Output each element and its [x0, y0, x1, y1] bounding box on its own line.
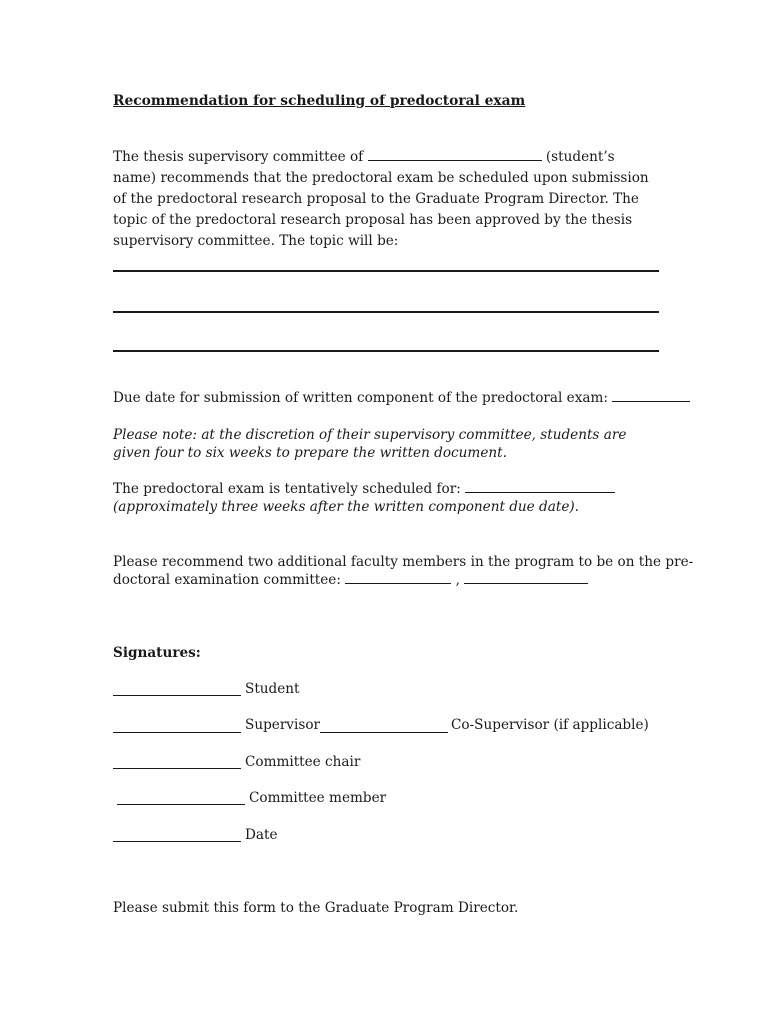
student-signature-line[interactable] [113, 695, 241, 696]
committee-member-signature-line[interactable] [117, 804, 245, 805]
student-signature-label: Student [245, 681, 300, 697]
committee-chair-signature-label: Committee chair [245, 754, 361, 770]
note-text: Please note: at the discretion of their supervisory committee, students are given four to six weeks to prepare the written document. [113, 427, 627, 461]
intro-paragraph [113, 147, 658, 252]
due-date-field[interactable] [612, 390, 690, 402]
recommend-comma: , [455, 572, 460, 588]
scheduled-subtext: (approximately three weeks after the written component due date). [113, 499, 579, 515]
date-signature-label: Date [245, 827, 278, 843]
committee-member-signature-label: Committee member [249, 790, 387, 806]
recommend-line-1: Please recommend two additional faculty members in the program to be on the pre- [113, 554, 694, 570]
recommend-line-2: doctoral examination committee: [113, 572, 341, 588]
due-date-row [113, 390, 690, 406]
topic-line-2[interactable] [113, 311, 659, 313]
faculty-member-2-field[interactable] [464, 572, 588, 584]
intro-student-name-label: (student’s name) [113, 149, 615, 186]
date-signature-line[interactable] [113, 841, 241, 842]
scheduled-row [113, 481, 615, 497]
co-supervisor-signature-line[interactable] [320, 732, 448, 733]
recommend-row [113, 572, 588, 588]
committee-chair-signature-line[interactable] [113, 768, 241, 769]
intro-text-rest: recommends that the predoctoral exam be scheduled upon submission of the predoctoral research proposal to the Graduate Program Director. The topic of the predoctoral research proposal has been approved by the thesis supervisory committee. The topic will be: [113, 170, 649, 249]
footer-instruction: Please submit this form to the Graduate Program Director. [113, 900, 519, 916]
scheduled-date-field[interactable] [465, 481, 615, 493]
co-supervisor-signature-label: Co-Supervisor (if applicable) [451, 717, 649, 733]
supervisor-signature-line[interactable] [113, 732, 241, 733]
scheduled-label: The predoctoral exam is tentatively scheduled for: [113, 481, 461, 497]
form-title: Recommendation for scheduling of predoctoral exam [113, 93, 526, 109]
supervisor-signature-label: Supervisor [245, 717, 320, 733]
topic-line-1[interactable] [113, 270, 659, 272]
topic-line-3[interactable] [113, 350, 659, 352]
signatures-heading: Signatures: [113, 645, 201, 661]
due-date-label: Due date for submission of written component of the predoctoral exam: [113, 390, 608, 406]
intro-text-start: The thesis supervisory committee of [113, 149, 364, 165]
student-name-field[interactable] [368, 149, 542, 161]
faculty-member-1-field[interactable] [345, 572, 451, 584]
